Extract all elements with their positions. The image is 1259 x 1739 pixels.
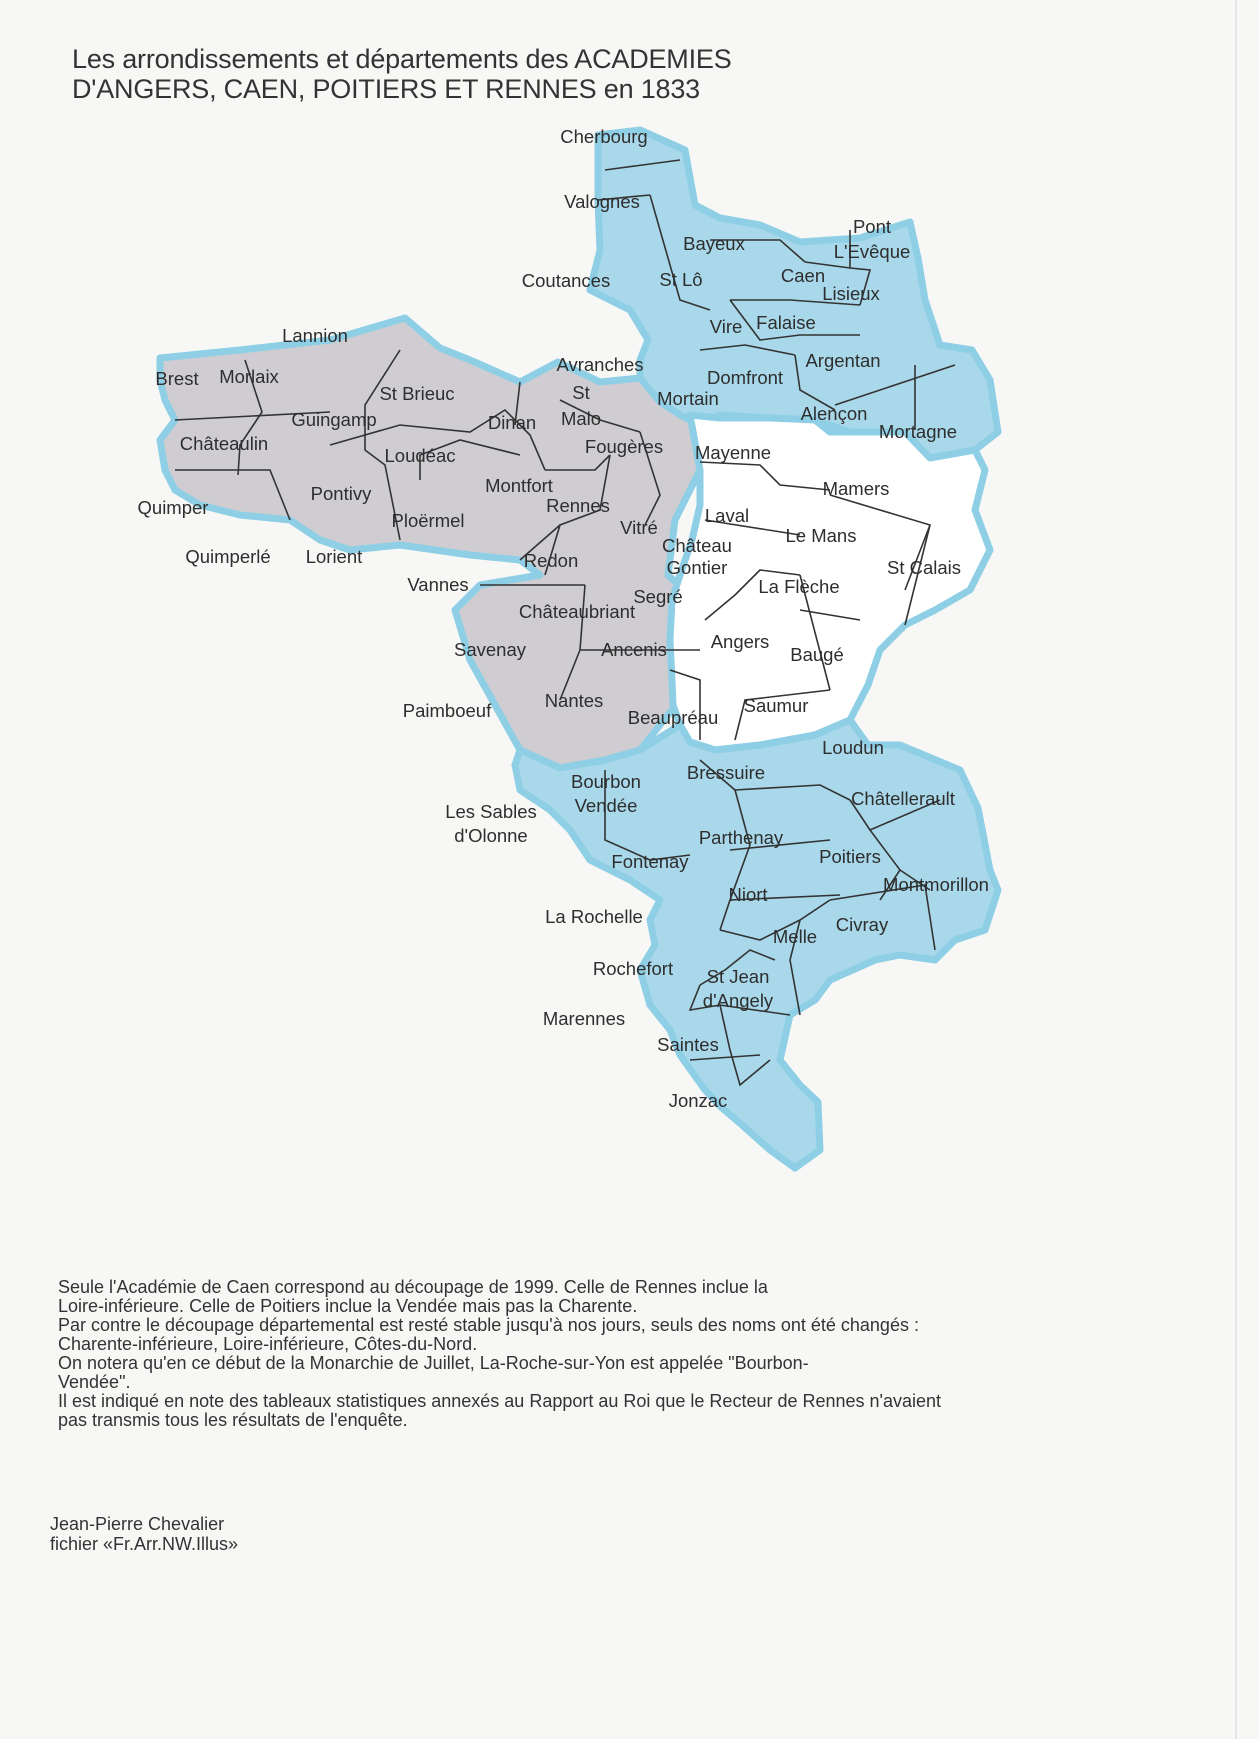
map-label: Pont	[852, 216, 892, 237]
map-label: La Rochelle	[545, 906, 643, 927]
map-label: La Flèche	[758, 576, 840, 597]
map-label: Le Mans	[785, 525, 857, 546]
map-label: Vendée	[574, 795, 638, 816]
map-label: Parthenay	[698, 827, 784, 848]
map-label: Cherbourg	[560, 126, 648, 147]
map-label: Caen	[780, 265, 826, 286]
map-label: St Brieuc	[379, 383, 455, 404]
map-label: Gontier	[666, 557, 728, 578]
map-label: Saumur	[743, 695, 809, 716]
map-label: St Calais	[886, 557, 962, 578]
map-label: L'Evêque	[833, 241, 911, 262]
map-label: Rochefort	[592, 958, 674, 979]
map-label: Vannes	[407, 574, 469, 595]
map-label: Marennes	[542, 1008, 626, 1029]
map-label: Paimboeuf	[402, 700, 492, 721]
map-label: Quimper	[137, 497, 209, 518]
map-label: Loudéac	[384, 445, 456, 466]
map-label: St Jean	[706, 966, 770, 987]
map-label: Falaise	[756, 312, 816, 333]
map-label: Valognes	[564, 191, 640, 212]
map-label: Morlaix	[219, 366, 279, 387]
note-line-7: Il est indiqué en note des tableaux statistiques annexés au Rapport au Roi que le Recteur de Rennes n'avaient	[58, 1391, 942, 1411]
map-label: Lisieux	[822, 283, 880, 304]
map-label: Vire	[709, 316, 743, 337]
map-label: Ancenis	[601, 639, 667, 660]
map-label: Guingamp	[291, 409, 377, 430]
map-label: St	[572, 382, 590, 403]
map-label: Jonzac	[668, 1090, 728, 1111]
notes	[58, 1278, 1138, 1430]
map-label: Saintes	[657, 1034, 719, 1055]
map-label: Fontenay	[611, 851, 689, 872]
map-title-line-1: Les arrondissements et départements des ACADEMIES	[72, 44, 732, 74]
map-label: Melle	[772, 926, 818, 947]
map-label: Montmorillon	[883, 874, 989, 895]
map-label: d'Angely	[702, 990, 774, 1011]
note-line-3: Par contre le découpage départemental est resté stable jusqu'à nos jours, seuls des noms ont été changés :	[58, 1315, 919, 1335]
map-label: Châteaubriant	[518, 601, 636, 622]
map-label: Dinan	[487, 412, 537, 433]
map-label: Avranches	[556, 354, 644, 375]
map-label: Brest	[155, 368, 199, 389]
map-label: Savenay	[454, 639, 526, 660]
map-label: Bayeux	[683, 233, 745, 254]
map-label: Argentan	[805, 350, 881, 371]
map-label: Châtellerault	[851, 788, 955, 809]
map-label: Vitré	[620, 517, 658, 538]
map-label: Châteaulin	[179, 433, 269, 454]
map-label: Baugé	[790, 644, 844, 665]
scan-edge	[1235, 0, 1237, 1739]
map-label: Bressuire	[686, 762, 766, 783]
map-label: Château	[662, 535, 732, 556]
map-label: Ploërmel	[391, 510, 465, 531]
map-label: Mayenne	[694, 442, 772, 463]
note-line-5: On notera qu'en ce début de la Monarchie de Juillet, La-Roche-sur-Yon est appelée "Bourbon-	[58, 1353, 809, 1373]
map-label: Beaupréau	[627, 707, 719, 728]
map-label: Laval	[704, 505, 750, 526]
map-label: Segré	[633, 586, 683, 607]
map-label: Montfort	[485, 475, 553, 496]
map-label: d'Olonne	[454, 825, 528, 846]
author-block	[50, 1514, 238, 1554]
note-line-1: Seule l'Académie de Caen correspond au découpage de 1999. Celle de Rennes inclue la	[58, 1277, 768, 1297]
map-label: Mamers	[822, 478, 890, 499]
map-label: Mortain	[657, 388, 719, 409]
note-line-8: pas transmis tous les résultats de l'enquête.	[58, 1410, 408, 1430]
map-label: Rennes	[546, 495, 610, 516]
map-label: Nantes	[544, 690, 604, 711]
map-label: Coutances	[521, 270, 611, 291]
note-line-4: Charente-inférieure, Loire-inférieure, Côtes-du-Nord.	[58, 1334, 478, 1354]
note-line-2: Loire-inférieure. Celle de Poitiers inclue la Vendée mais pas la Charente.	[58, 1296, 638, 1316]
author-name: Jean-Pierre Chevalier	[50, 1514, 225, 1534]
map-label: Pontivy	[310, 483, 372, 504]
map-label: Bourbon	[571, 771, 641, 792]
note-line-6: Vendée".	[58, 1372, 131, 1392]
map-label: Alençon	[800, 403, 868, 424]
map-label: Quimperlé	[185, 546, 271, 567]
map-label: Malo	[560, 408, 602, 429]
map-label: St Lô	[659, 269, 703, 290]
map-label: Angers	[710, 631, 770, 652]
map-label: Poitiers	[819, 846, 881, 867]
map-title-line-2: D'ANGERS, CAEN, POITIERS ET RENNES en 1833	[72, 74, 700, 104]
map-label: Lorient	[305, 546, 363, 567]
map-label: Fougères	[584, 436, 664, 457]
map-label: Loudun	[822, 737, 884, 758]
author-file: fichier «Fr.Arr.NW.Illus»	[50, 1534, 239, 1554]
map-label: Redon	[523, 550, 579, 571]
map-label: Lannion	[282, 325, 348, 346]
map-label: Les Sables	[445, 801, 537, 822]
map-label: Civray	[835, 914, 889, 935]
map-label: Domfront	[706, 367, 784, 388]
map-label: Niort	[728, 884, 768, 905]
map-label: Mortagne	[878, 421, 958, 442]
